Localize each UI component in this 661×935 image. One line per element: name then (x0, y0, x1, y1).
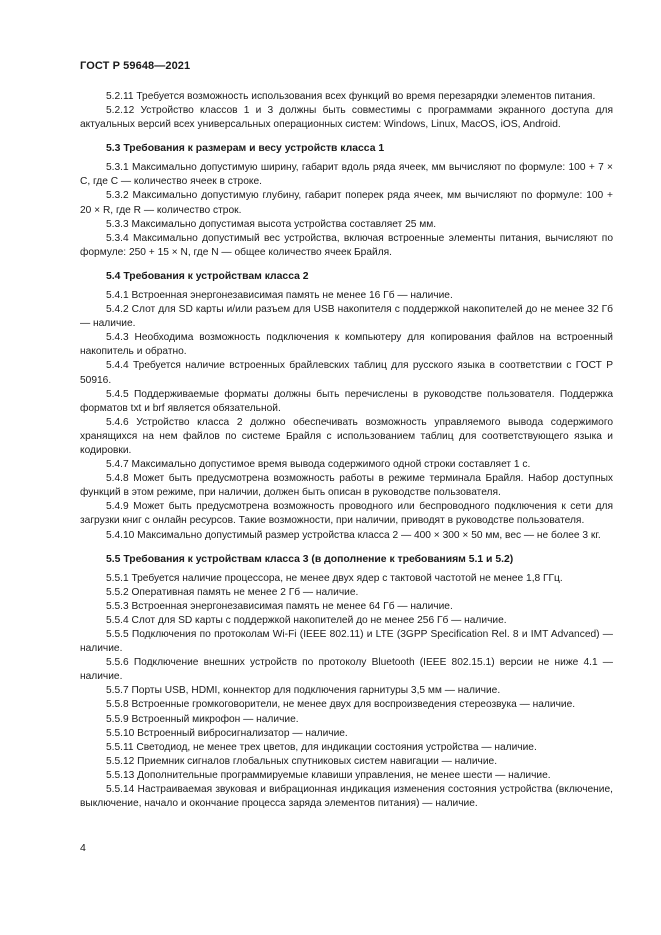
paragraph-5-4-4: 5.4.4 Требуется наличие встроенных брайлевских таблиц для русского языка в соответствии с ГОСТ Р 50916. (80, 360, 613, 386)
paragraph-5-4-8: 5.4.8 Может быть предусмотрена возможность работы в режиме терминала Брайля. Набор доступных функций в этом режиме, при наличии, должен быть описан в руководстве пользователя. (80, 473, 613, 499)
paragraph-5-5-14: 5.5.14 Настраиваемая звуковая и вибрационная индикация изменения состояния устройства (включение, выключение, начало и окончание процесса заряда элементов питания) — наличие. (80, 784, 613, 810)
paragraph-5-4-9: 5.4.9 Может быть предусмотрена возможность проводного или беспроводного подключения к сети для загрузки книг с онлайн ресурсов. Такие возможности, при наличии, приводят в руководстве пользователя. (80, 501, 613, 527)
paragraph-5-4-3: 5.4.3 Необходима возможность подключения к компьютеру для копирования файлов на встроенный накопитель и обратно. (80, 332, 613, 358)
paragraph-5-2-12: 5.2.12 Устройство классов 1 и 3 должны быть совместимы с программами экранного доступа для актуальных версий всех универсальных операционных систем: Windows, Linux, MacOS, iOS, Android. (80, 105, 613, 131)
paragraph-5-5-7: 5.5.7 Порты USB, HDMI, коннектор для подключения гарнитуры 3,5 мм — наличие. (106, 685, 501, 697)
paragraph-5-5-12: 5.5.12 Приемник сигналов глобальных спутниковых систем навигации — наличие. (106, 755, 498, 767)
paragraph-5-5-8: 5.5.8 Встроенные громкоговорители, не менее двух для воспроизведения стереозвука — наличие. (106, 699, 576, 711)
paragraph-5-5-10: 5.5.10 Встроенный вибросигнализатор — наличие. (106, 727, 348, 739)
section-title-5-3: 5.3 Требования к размерам и весу устройств класса 1 (106, 143, 385, 155)
paragraph-5-4-6: 5.4.6 Устройство класса 2 должно обеспечивать возможность управляемого вывода содержимого хранящихся на нем файлов по системе Брайля с использованием таблиц для соответствующего языка и кодировки. (80, 416, 613, 456)
paragraph-5-5-13: 5.5.13 Дополнительные программируемые клавиши управления, не менее шести — наличие. (106, 769, 551, 781)
paragraph-5-5-1: 5.5.1 Требуется наличие процессора, не менее двух ядер с тактовой частотой не менее 1,8 ГГц. (106, 572, 563, 584)
paragraph-5-4-10: 5.4.10 Максимально допустимый размер устройства класса 2 — 400 × 300 × 50 мм, вес — не более 3 кг. (106, 529, 601, 541)
paragraph-5-2-11: 5.2.11 Требуется возможность использования всех функций во время перезарядки элементов питания. (106, 91, 596, 102)
document-header: ГОСТ Р 59648—2021 (80, 60, 191, 72)
paragraph-5-5-11: 5.5.11 Светодиод, не менее трех цветов, для индикации состояния устройства — наличие. (106, 741, 537, 753)
paragraph-5-3-1: 5.3.1 Максимально допустимую ширину, габарит вдоль ряда ячеек, мм вычисляют по формуле: 100 + 7 × С, где С — количество ячеек в строке. (80, 162, 613, 188)
paragraph-5-5-3: 5.5.3 Встроенная энергонезависимая память не менее 64 Гб — наличие. (106, 600, 453, 612)
paragraph-5-5-5: 5.5.5 Подключения по протоколам Wi-Fi (IEEE 802.11) и LTE (3GPP Specification Rel. 8 и IMT Advanced) — наличие. (80, 629, 613, 655)
paragraph-5-3-3: 5.3.3 Максимально допустимая высота устройства составляет 25 мм. (106, 218, 437, 230)
paragraph-5-4-2: 5.4.2 Слот для SD карты и/или разъем для USB накопителя с поддержкой накопителей до не менее 32 Гб — наличие. (80, 304, 613, 330)
section-title-5-5: 5.5 Требования к устройствам класса 3 (в дополнение к требованиям 5.1 и 5.2) (106, 553, 514, 565)
document-body (80, 90, 613, 811)
page-number: 4 (80, 842, 86, 854)
paragraph-5-3-2: 5.3.2 Максимально допустимую глубину, габарит поперек ряда ячеек, мм вычисляют по формуле: 100 + 20 × R, где R — количество строк. (80, 190, 613, 216)
section-title-5-4: 5.4 Требования к устройствам класса 2 (106, 270, 309, 282)
paragraph-5-4-1: 5.4.1 Встроенная энергонезависимая память не менее 16 Гб — наличие. (106, 289, 453, 301)
paragraph-5-5-6: 5.5.6 Подключение внешних устройств по протоколу Bluetooth (IEEE 802.15.1) версии не ниже 4.1 — наличие. (80, 657, 613, 683)
paragraph-5-5-9: 5.5.9 Встроенный микрофон — наличие. (106, 713, 299, 725)
paragraph-5-4-7: 5.4.7 Максимально допустимое время вывода содержимого одной строки составляет 1 с. (106, 459, 531, 471)
paragraph-5-5-4: 5.5.4 Слот для SD карты с поддержкой накопителей до не менее 256 Гб — наличие. (106, 614, 507, 626)
paragraph-5-5-2: 5.5.2 Оперативная память не менее 2 Гб — наличие. (106, 586, 359, 598)
paragraph-5-3-4: 5.3.4 Максимально допустимый вес устройства, включая встроенные элементы питания, вычисляют по формуле: 250 + 15 × N, где N — общее количество ячеек Брайля. (80, 232, 613, 258)
paragraph-5-4-5: 5.4.5 Поддерживаемые форматы должны быть перечислены в руководстве пользователя. Поддержка форматов txt и brf является обязательной. (80, 388, 613, 414)
